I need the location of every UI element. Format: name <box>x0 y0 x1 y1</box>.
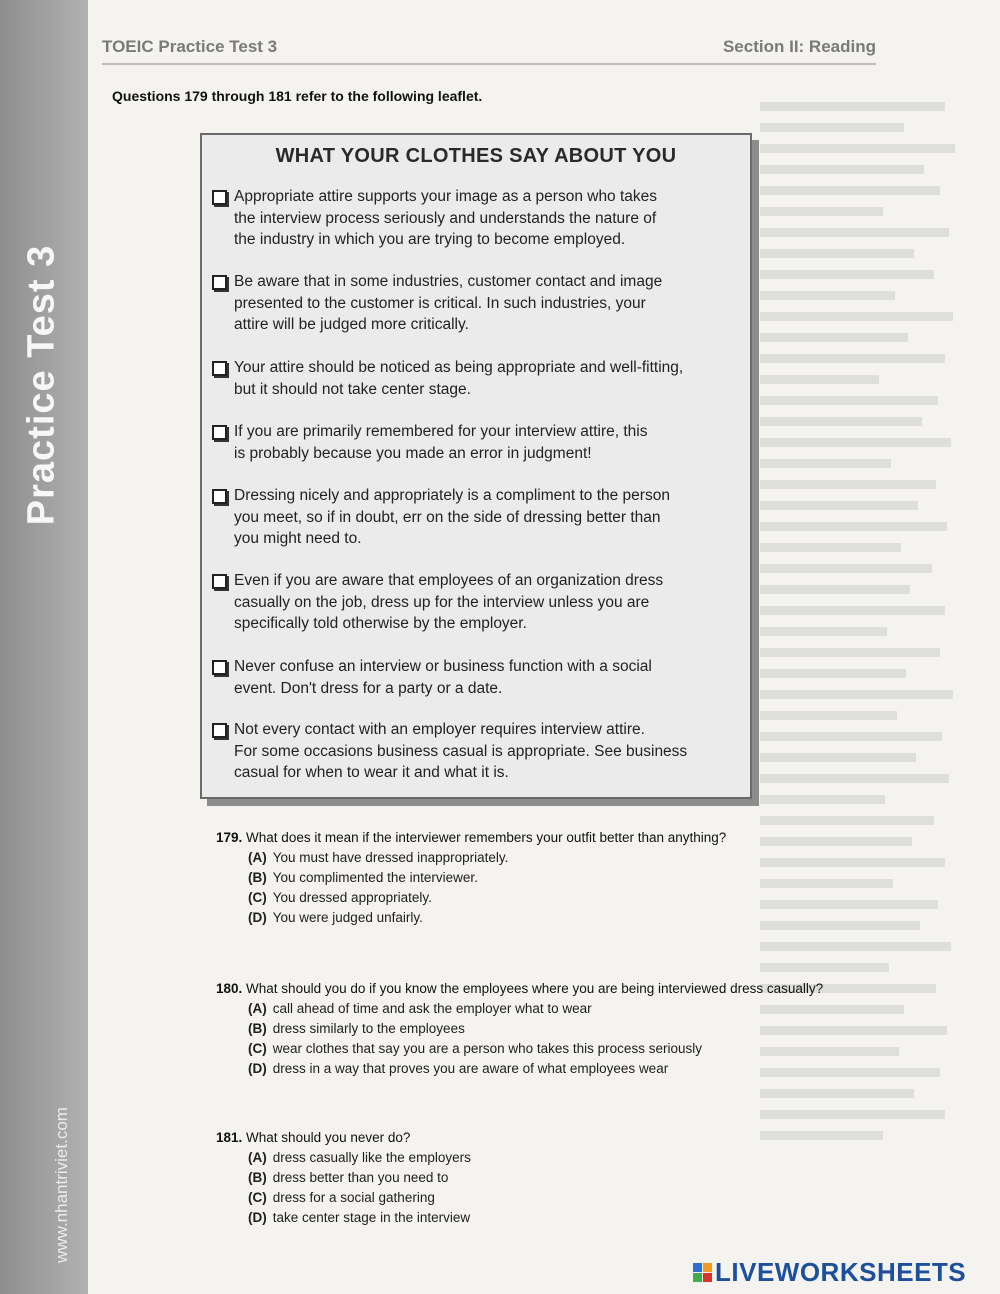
tip-line: you might need to. <box>234 530 362 547</box>
checkbox-icon <box>212 574 227 589</box>
answer-option[interactable]: (B) dress better than you need to <box>248 1170 449 1185</box>
leaflet-title: WHAT YOUR CLOTHES SAY ABOUT YOU <box>275 145 677 167</box>
checkbox-icon <box>212 361 227 376</box>
leaflet-tip <box>212 570 702 635</box>
question-number: 181. <box>216 1130 243 1145</box>
logo-square <box>703 1273 712 1282</box>
section-title: Section II: Reading <box>722 37 876 56</box>
logo-square <box>703 1263 712 1272</box>
tip-line: Your attire should be noticed as being appropriate and well-fitting, <box>234 359 684 376</box>
answer-option[interactable]: (C) You dressed appropriately. <box>248 890 432 905</box>
tip-line: Be aware that in some industries, customer contact and image <box>234 273 663 290</box>
leaflet-tip <box>212 271 702 336</box>
tip-line: For some occasions business casual is appropriate. See business <box>234 742 688 760</box>
tip-line: but it should not take center stage. <box>234 380 471 398</box>
tip-line: attire will be judged more critically. <box>234 316 469 333</box>
tip-line: Dressing nicely and appropriately is a compliment to the person <box>234 487 670 504</box>
question-stem: What should you do if you know the employees where you are being interviewed dress casually? <box>246 981 824 996</box>
tip-line: event. Don't dress for a party or a date. <box>234 679 503 697</box>
tip-line: Not every contact with an employer requires interview attire. <box>234 721 645 738</box>
answer-option[interactable]: (B) dress similarly to the employees <box>248 1021 465 1036</box>
checkbox-icon <box>212 660 227 675</box>
leaflet-tip <box>212 421 702 464</box>
answer-option[interactable]: (B) You complimented the interviewer. <box>248 870 478 885</box>
answer-option[interactable]: (D) take center stage in the interview <box>248 1210 471 1225</box>
answer-option[interactable]: (A) You must have dressed inappropriately. <box>248 850 509 865</box>
answer-option[interactable]: (A) dress casually like the employers <box>248 1150 471 1165</box>
answer-option[interactable]: (A) call ahead of time and ask the employer what to wear <box>248 1001 592 1016</box>
checkbox-icon <box>212 489 227 504</box>
checkbox-icon <box>212 190 227 205</box>
answer-option[interactable]: (D) dress in a way that proves you are aware of what employees wear <box>248 1061 669 1076</box>
question-stem: What should you never do? <box>246 1130 411 1145</box>
liveworksheets-logo[interactable] <box>693 1258 966 1286</box>
logo-square <box>693 1273 702 1282</box>
tip-line: is probably because you made an error in judgment! <box>234 444 592 462</box>
leaflet-tip <box>212 719 702 784</box>
tip-line: the industry in which you are trying to become employed. <box>234 231 626 248</box>
questions-intro: Questions 179 through 181 refer to the following leaflet. <box>112 88 483 104</box>
tip-line: presented to the customer is critical. In such industries, your <box>234 294 646 312</box>
question-180 <box>216 981 856 1076</box>
leaflet-tip <box>212 357 702 400</box>
checkbox-icon <box>212 275 227 290</box>
logo-text: LIVEWORKSHEETS <box>715 1256 967 1287</box>
sidebar-url: www.nhantriviet.com <box>52 1107 71 1263</box>
question-number: 179. <box>216 830 243 845</box>
question-number: 180. <box>216 981 243 996</box>
checkbox-icon <box>212 723 227 738</box>
tip-line: specifically told otherwise by the employer. <box>234 615 527 632</box>
leaflet <box>200 133 752 799</box>
logo-square <box>693 1263 702 1272</box>
page-header <box>102 33 876 65</box>
tip-line: casually on the job, dress up for the interview unless you are <box>234 593 650 611</box>
tip-line: Appropriate attire supports your image as a person who takes <box>234 188 658 205</box>
sidebar <box>0 0 88 1294</box>
leaflet-tip <box>212 186 702 251</box>
leaflet-tip <box>212 485 702 550</box>
question-181 <box>216 1130 856 1225</box>
tip-line: the interview process seriously and understands the nature of <box>234 209 657 227</box>
question-stem: What does it mean if the interviewer remembers your outfit better than anything? <box>246 830 727 845</box>
tip-line: you meet, so if in doubt, err on the side of dressing better than <box>234 508 661 526</box>
tip-line: Never confuse an interview or business function with a social <box>234 658 652 675</box>
tip-line: Even if you are aware that employees of an organization dress <box>234 572 664 589</box>
tip-line: casual for when to wear it and what it is. <box>234 764 509 781</box>
answer-option[interactable]: (C) dress for a social gathering <box>248 1190 435 1205</box>
answer-option[interactable]: (D) You were judged unfairly. <box>248 910 423 925</box>
leaflet-tip <box>212 656 702 699</box>
liveworksheets-mark-icon <box>693 1263 712 1282</box>
answer-option[interactable]: (C) wear clothes that say you are a person who takes this process seriously <box>248 1041 702 1056</box>
sidebar-title: Practice Test 3 <box>20 244 63 526</box>
question-179 <box>216 830 856 925</box>
tip-line: If you are primarily remembered for your interview attire, this <box>234 423 648 440</box>
test-title: TOEIC Practice Test 3 <box>102 37 278 56</box>
checkbox-icon <box>212 425 227 440</box>
